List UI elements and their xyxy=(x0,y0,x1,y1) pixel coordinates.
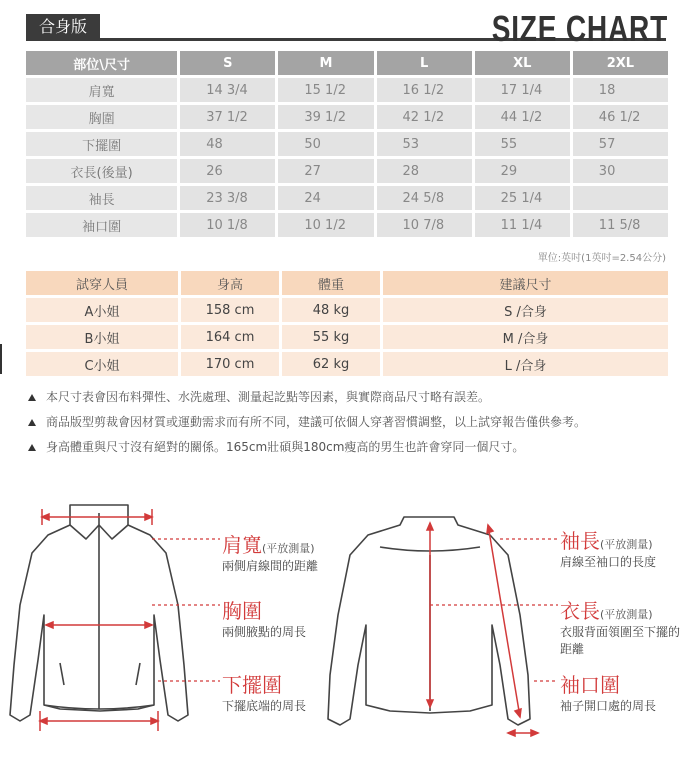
label-title: 肩寬 xyxy=(222,533,262,557)
notes-list xyxy=(26,388,666,463)
size-value: 50 xyxy=(278,132,373,156)
trial-table-header-cell: 身高 xyxy=(181,271,279,295)
edge-marker xyxy=(0,344,2,374)
size-value: 39 1/2 xyxy=(278,105,373,129)
measurement-name: 肩寬 xyxy=(26,78,177,102)
size-table-header-cell: 2XL xyxy=(573,51,668,75)
unit-note: 單位:英吋(1英吋=2.54公分) xyxy=(537,253,666,264)
size-table-header-cell: S xyxy=(180,51,275,75)
table-row xyxy=(26,298,668,322)
label-chest xyxy=(222,595,306,641)
label-desc: 兩側肩線間的距離 xyxy=(222,559,319,573)
jacket-front-icon xyxy=(10,505,188,721)
size-value: 14 3/4 xyxy=(180,78,275,102)
size-value: 25 1/4 xyxy=(475,186,570,210)
size-value: 24 xyxy=(278,186,373,210)
trial-table-header-row xyxy=(26,271,668,295)
label-title: 袖口圍 xyxy=(560,673,620,697)
label-cuff xyxy=(560,669,690,715)
trial-weight: 48 kg xyxy=(282,298,380,322)
trial-height: 158 cm xyxy=(181,298,279,322)
label-title: 袖長 xyxy=(560,529,600,553)
note-text: 本尺寸表會因布料彈性、水洗處理、測量起訖點等因素，與實際商品尺寸略有誤差。 xyxy=(46,390,491,404)
table-row xyxy=(26,78,668,102)
trial-fit-table xyxy=(23,268,671,379)
label-title: 衣長 xyxy=(560,599,600,623)
label-note: (平放測量) xyxy=(600,538,653,551)
trial-person: A小姐 xyxy=(26,298,178,322)
size-value: 48 xyxy=(180,132,275,156)
table-row xyxy=(26,213,668,237)
trial-weight: 62 kg xyxy=(282,352,380,376)
measurement-name: 衣長(後量) xyxy=(26,159,177,183)
table-row xyxy=(26,352,668,376)
note-text: 身高體重與尺寸沒有絕對的關係。165cm壯碩與180cm瘦高的男生也許會穿同一個尺寸。 xyxy=(46,440,525,454)
note-item xyxy=(26,438,666,457)
front-leader-lines xyxy=(152,539,220,681)
trial-person: C小姐 xyxy=(26,352,178,376)
size-value: 30 xyxy=(573,159,668,183)
trial-height: 170 cm xyxy=(181,352,279,376)
label-note: (平放測量) xyxy=(600,608,653,621)
size-value: 27 xyxy=(278,159,373,183)
note-item xyxy=(26,413,666,432)
trial-suggested-size: S /合身 xyxy=(383,298,668,322)
label-shoulder-width xyxy=(222,529,318,575)
label-note: (平放測量) xyxy=(262,542,315,555)
label-desc: 肩線至袖口的長度 xyxy=(560,555,657,569)
jacket-back-icon xyxy=(328,517,530,725)
size-value: 17 1/4 xyxy=(475,78,570,102)
measurement-diagram xyxy=(0,495,692,759)
size-value: 11 1/4 xyxy=(475,213,570,237)
size-value: 10 7/8 xyxy=(377,213,472,237)
page-title: SIZE CHART xyxy=(491,8,668,49)
size-value: 42 1/2 xyxy=(377,105,472,129)
size-table-header-cell: 部位\尺寸 xyxy=(26,51,177,75)
size-value: 55 xyxy=(475,132,570,156)
size-table-header-cell: XL xyxy=(475,51,570,75)
label-desc: 兩側腋點的周長 xyxy=(222,625,307,639)
size-value: 11 5/8 xyxy=(573,213,668,237)
label-desc: 衣服背面領圍至下擺的距離 xyxy=(560,625,681,656)
table-row xyxy=(26,325,668,349)
label-sleeve-length xyxy=(560,525,690,571)
table-row xyxy=(26,132,668,156)
triangle-bullet-icon xyxy=(28,394,36,401)
measurement-name: 袖長 xyxy=(26,186,177,210)
measurement-name: 下擺圍 xyxy=(26,132,177,156)
measurement-name: 袖口圍 xyxy=(26,213,177,237)
table-row xyxy=(26,105,668,129)
label-desc: 下擺底端的周長 xyxy=(222,699,307,713)
size-value: 26 xyxy=(180,159,275,183)
size-value: 46 1/2 xyxy=(573,105,668,129)
trial-table-header-cell: 體重 xyxy=(282,271,380,295)
measurement-name: 胸圍 xyxy=(26,105,177,129)
table-row xyxy=(26,186,668,210)
size-table-header-cell: L xyxy=(377,51,472,75)
label-title: 下擺圍 xyxy=(222,673,282,697)
label-desc: 袖子開口處的周長 xyxy=(560,699,657,713)
section-badge: 合身版 xyxy=(26,14,100,40)
triangle-bullet-icon xyxy=(28,444,36,451)
size-value: 18 xyxy=(573,78,668,102)
size-value xyxy=(573,186,668,210)
size-value: 29 xyxy=(475,159,570,183)
size-table-header-cell: M xyxy=(278,51,373,75)
trial-table-header-cell: 試穿人員 xyxy=(26,271,178,295)
label-body-length xyxy=(560,595,690,658)
size-table xyxy=(23,48,671,240)
note-text: 商品版型剪裁會因材質或運動需求而有所不同，建議可依個人穿著習慣調整，以上試穿報告僅供參考。 xyxy=(46,415,587,429)
trial-person: B小姐 xyxy=(26,325,178,349)
size-value: 57 xyxy=(573,132,668,156)
size-value: 10 1/8 xyxy=(180,213,275,237)
trial-weight: 55 kg xyxy=(282,325,380,349)
size-value: 24 5/8 xyxy=(377,186,472,210)
trial-suggested-size: M /合身 xyxy=(383,325,668,349)
size-table-header-row xyxy=(26,51,668,75)
label-title: 胸圍 xyxy=(222,599,262,623)
trial-height: 164 cm xyxy=(181,325,279,349)
size-value: 28 xyxy=(377,159,472,183)
trial-suggested-size: L /合身 xyxy=(383,352,668,376)
table-row xyxy=(26,159,668,183)
triangle-bullet-icon xyxy=(28,419,36,426)
size-value: 10 1/2 xyxy=(278,213,373,237)
label-hem xyxy=(222,669,306,715)
size-value: 53 xyxy=(377,132,472,156)
size-value: 16 1/2 xyxy=(377,78,472,102)
size-value: 37 1/2 xyxy=(180,105,275,129)
note-item xyxy=(26,388,666,407)
trial-table-header-cell: 建議尺寸 xyxy=(383,271,668,295)
size-value: 23 3/8 xyxy=(180,186,275,210)
size-value: 15 1/2 xyxy=(278,78,373,102)
size-value: 44 1/2 xyxy=(475,105,570,129)
